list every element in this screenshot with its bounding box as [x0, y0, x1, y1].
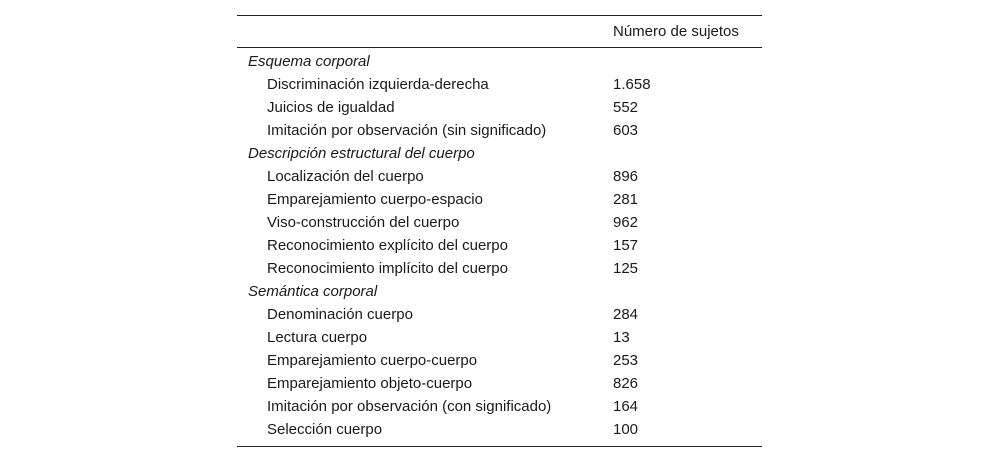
row-label: Emparejamiento objeto-cuerpo: [267, 375, 473, 392]
row-label: Denominación cuerpo: [267, 306, 413, 323]
table-row: [237, 396, 762, 419]
row-value: 125: [613, 260, 639, 277]
row-value: 100: [613, 421, 639, 438]
row-value: 284: [613, 306, 639, 323]
row-value: 164: [613, 398, 639, 415]
table-row: [237, 419, 762, 442]
row-label: Localización del cuerpo: [267, 168, 424, 185]
table-row: [237, 97, 762, 120]
subjects-table: [237, 15, 762, 447]
table-row: [237, 74, 762, 97]
row-value: 552: [613, 99, 639, 116]
row-label: Emparejamiento cuerpo-espacio: [267, 191, 483, 208]
row-value: 1.658: [613, 76, 651, 93]
row-label: Imitación por observación (sin significado): [267, 122, 547, 139]
row-value: 896: [613, 168, 639, 185]
section-title: Descripción estructural del cuerpo: [248, 145, 475, 162]
section-title: Semántica corporal: [248, 283, 378, 300]
table-row: [237, 189, 762, 212]
row-value: 962: [613, 214, 639, 231]
table-header: [237, 16, 762, 47]
row-label: Lectura cuerpo: [267, 329, 368, 346]
row-label: Viso-construcción del cuerpo: [267, 214, 460, 231]
row-value: 13: [613, 329, 630, 346]
table-row: [237, 258, 762, 281]
table-row: [237, 327, 762, 350]
row-value: 603: [613, 122, 639, 139]
row-label: Reconocimiento implícito del cuerpo: [267, 260, 508, 277]
row-label: Reconocimiento explícito del cuerpo: [267, 237, 508, 254]
column-header-subjects: Número de sujetos: [613, 23, 739, 40]
row-label: Selección cuerpo: [267, 421, 383, 438]
table-row: [237, 304, 762, 327]
row-label: Emparejamiento cuerpo-cuerpo: [267, 352, 478, 369]
section-title: Esquema corporal: [248, 53, 370, 70]
section-row-descripcion-estructural: [237, 143, 762, 166]
table-row: [237, 235, 762, 258]
table-row: [237, 373, 762, 396]
row-label: Discriminación izquierda-derecha: [267, 76, 489, 93]
table-row: [237, 350, 762, 373]
row-value: 826: [613, 375, 639, 392]
section-row-semantica-corporal: [237, 281, 762, 304]
section-row-esquema-corporal: [237, 51, 762, 74]
row-value: 253: [613, 352, 639, 369]
table-row: [237, 120, 762, 143]
table-body: [237, 48, 762, 446]
row-label: Juicios de igualdad: [267, 99, 395, 116]
row-value: 281: [613, 191, 639, 208]
table-row: [237, 166, 762, 189]
table-bottom-rule: [237, 446, 762, 447]
row-label: Imitación por observación (con significado): [267, 398, 552, 415]
row-value: 157: [613, 237, 639, 254]
table-row: [237, 212, 762, 235]
